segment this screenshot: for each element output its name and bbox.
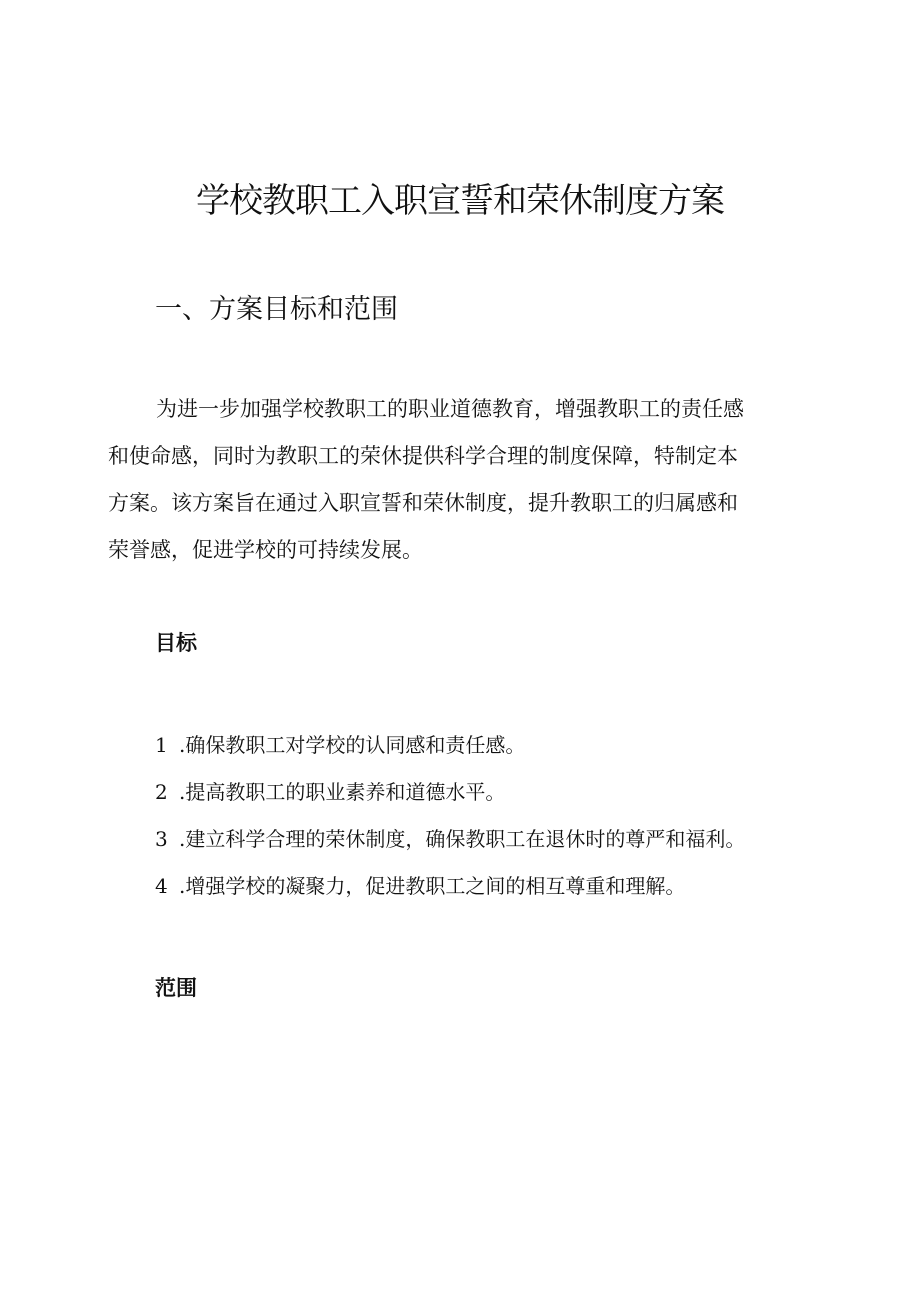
goal-number: 3 bbox=[155, 827, 168, 851]
goals-list bbox=[155, 722, 745, 910]
goal-item bbox=[155, 863, 745, 910]
intro-line: 方案。该方案旨在通过入职宣誓和荣休制度，提升教职工的归属感和 bbox=[108, 491, 738, 515]
goal-item bbox=[155, 769, 745, 816]
goal-text: .提高教职工的职业素养和道德水平。 bbox=[179, 780, 506, 804]
intro-paragraph bbox=[108, 386, 808, 574]
goal-item bbox=[155, 816, 745, 863]
goal-text: .建立科学合理的荣休制度，确保教职工在退休时的尊严和福利。 bbox=[179, 827, 746, 851]
goal-number: 2 bbox=[155, 780, 168, 804]
goal-number: 4 bbox=[155, 874, 168, 898]
goal-text: .增强学校的凝聚力，促进教职工之间的相互尊重和理解。 bbox=[179, 874, 686, 898]
goal-text: .确保教职工对学校的认同感和责任感。 bbox=[179, 733, 526, 757]
goals-heading: 目标 bbox=[155, 631, 197, 655]
goal-number: 1 bbox=[155, 733, 168, 757]
intro-line: 和使命感，同时为教职工的荣休提供科学合理的制度保障，特制定本 bbox=[108, 444, 738, 468]
scope-heading: 范围 bbox=[155, 976, 197, 1000]
document-title: 学校教职工入职宣誓和荣休制度方案 bbox=[196, 181, 724, 221]
intro-line: 为进一步加强学校教职工的职业道德教育，增强教职工的责任感 bbox=[156, 397, 744, 421]
section-heading-goals-scope: 一、方案目标和范围 bbox=[155, 294, 398, 325]
intro-line: 荣誉感，促进学校的可持续发展。 bbox=[108, 538, 423, 562]
goal-item bbox=[155, 722, 745, 769]
